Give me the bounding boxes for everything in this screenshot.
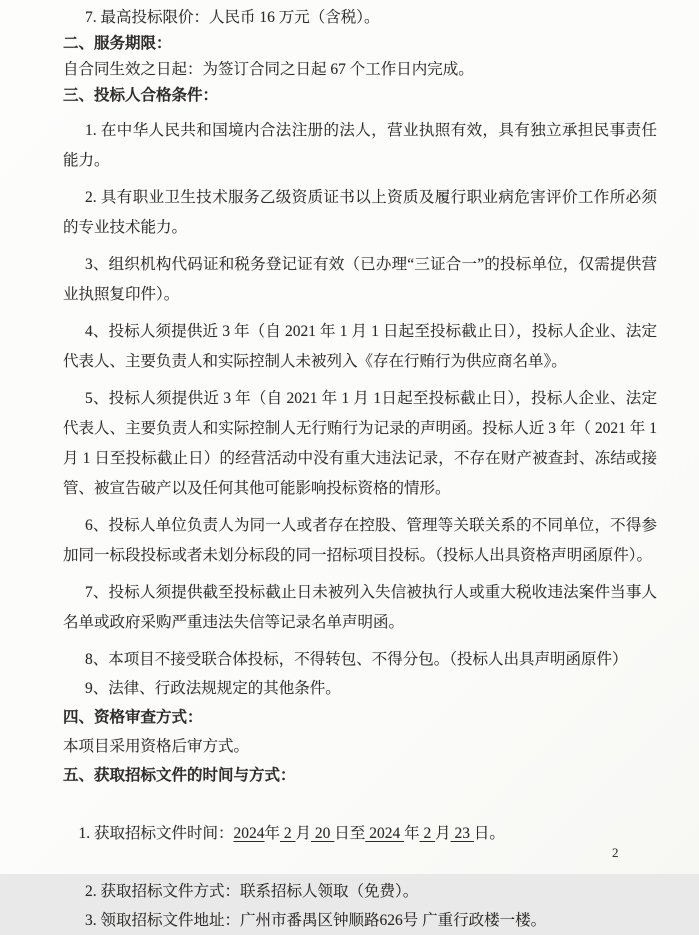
para-qualification-4: 4、投标人须提供近 3 年（自 2021 年 1 月 1 日起至投标截止日），投标人企业、法定代表人、主要负责人和实际控制人未被列入《存在行贿行为供应商名单》。 — [63, 323, 657, 370]
para-qualification-8: 8、本项目不接受联合体投标，不得转包、不得分包。（投标人出具声明函原件） — [85, 651, 628, 668]
date-text-suffix: 日。 — [473, 825, 505, 842]
date-text-month2: 月 — [435, 825, 451, 842]
para-obtain-address: 3. 领取招标文件地址：广州市番禺区钟顺路626号 广重行政楼一楼。 — [85, 912, 547, 929]
para-qualification-1: 1. 在中华人民共和国境内合法注册的法人，营业执照有效，具有独立承担民事责任能力。 — [63, 122, 657, 169]
heading-bidder-qualification: 三、投标人合格条件： — [63, 87, 219, 104]
date-month-from: 2 — [280, 825, 296, 842]
heading-qualification-review: 四、资格审查方式： — [63, 709, 203, 726]
date-year-to: 2024 — [365, 825, 405, 842]
para-service-start: 自合同生效之日起：为签订合同之日起 67 个工作日内完成。 — [63, 61, 474, 78]
para-max-bid-price: 7. 最高投标限价：人民币 16 万元（含税）。 — [85, 9, 380, 26]
para-qualification-9: 9、法律、行政法规规定的其他条件。 — [85, 680, 341, 697]
date-text-year1: 年 — [264, 825, 281, 842]
date-month-to: 2 — [419, 825, 436, 842]
heading-service-period: 二、服务期限： — [63, 35, 172, 52]
date-text-prefix: 1. 获取招标文件时间： — [78, 825, 234, 842]
para-qualification-7: 7、投标人须提供截至投标截止日未被列入失信被执行人或重大税收违法案件当事人名单或政府采购严重违法失信等记录名单声明函。 — [63, 584, 657, 631]
para-review-method: 本项目采用资格后审方式。 — [63, 738, 250, 755]
para-obtain-time — [63, 790, 657, 877]
date-year-from: 2024 — [233, 825, 265, 842]
para-qualification-2: 2. 具有职业卫生技术服务乙级资质证书以上资质及履行职业病危害评价工作所必须的专业技术能力。 — [63, 189, 657, 236]
date-text-month1: 月 — [295, 825, 312, 842]
page-number: 2 — [612, 845, 619, 860]
date-text-to: 日至 — [334, 825, 366, 842]
para-qualification-6: 6、投标人单位负责人为同一人或者存在控股、管理等关联关系的不同单位，不得参加同一标段投标或者未划分标段的同一招标项目投标。（投标人出具资格声明函原件）。 — [63, 517, 657, 564]
para-qualification-3: 3、组织机构代码证和税务登记证有效（已办理“三证合一”的投标单位，仅需提供营业执照复印件）。 — [63, 256, 657, 303]
para-qualification-5: 5、投标人须提供近 3 年（自 2021 年 1 月 1日起至投标截止日），投标人企业、法定代表人、主要负责人和实际控制人无行贿行为记录的声明函。投标人近 3 年（ 2021 年 1 月 1 日至投标截止日）的经营活动中没有重大违法记录，不存在财产被查封、冻结或接管、被宣告破产以及任何其他可能影响投标资格的情形。 — [63, 390, 657, 497]
date-day-from: 20 — [311, 825, 335, 842]
date-text-year2: 年 — [404, 825, 420, 842]
para-obtain-method: 2. 获取招标文件方式：联系招标人领取（免费）。 — [85, 883, 419, 900]
date-day-to: 23 — [450, 825, 474, 842]
heading-obtain-documents: 五、获取招标文件的时间与方式： — [63, 767, 296, 784]
